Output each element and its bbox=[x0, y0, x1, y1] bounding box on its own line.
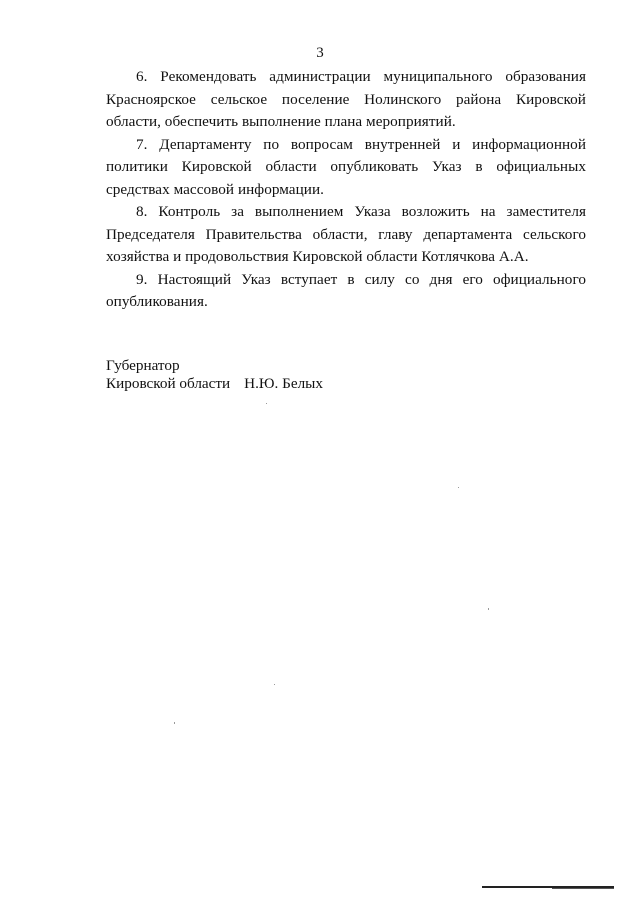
scan-edge-bar bbox=[482, 886, 614, 888]
signature-block bbox=[106, 357, 323, 393]
paragraph-6: 6. Рекомендовать администрации муниципального образования Краснoярское сельское поселение Нолинского района Кировской области, обеспечить выполнение плана мероприятий. bbox=[106, 68, 586, 130]
paragraph-9: 9. Настоящий Указ вступает в силу со дня его официального опубликования. bbox=[106, 270, 586, 310]
signer-name: Н.Ю. Белых bbox=[244, 375, 323, 392]
scan-speck bbox=[266, 403, 267, 404]
scan-speck bbox=[488, 608, 489, 610]
page-number: 3 bbox=[316, 45, 324, 61]
signer-title-region: Кировской области bbox=[106, 375, 231, 392]
paragraph-7: 7. Департаменту по вопросам внутренней и информационной политики Кировской области опубликовать Указ в официальных средствах массовой информации. bbox=[106, 135, 586, 198]
document-body bbox=[106, 66, 586, 314]
scan-speck bbox=[274, 684, 275, 685]
signer-title-line2 bbox=[106, 375, 323, 393]
paragraph-8: 8. Контроль за выполнением Указа возложить на заместителя Председателя Правительства области, главу департамента сельского хозяйства и продовольствия Кировской области Котлячкова А.А. bbox=[106, 203, 586, 265]
signer-title-line1: Губернатор bbox=[106, 357, 180, 374]
scan-speck bbox=[458, 487, 459, 488]
scan-speck bbox=[174, 722, 175, 724]
